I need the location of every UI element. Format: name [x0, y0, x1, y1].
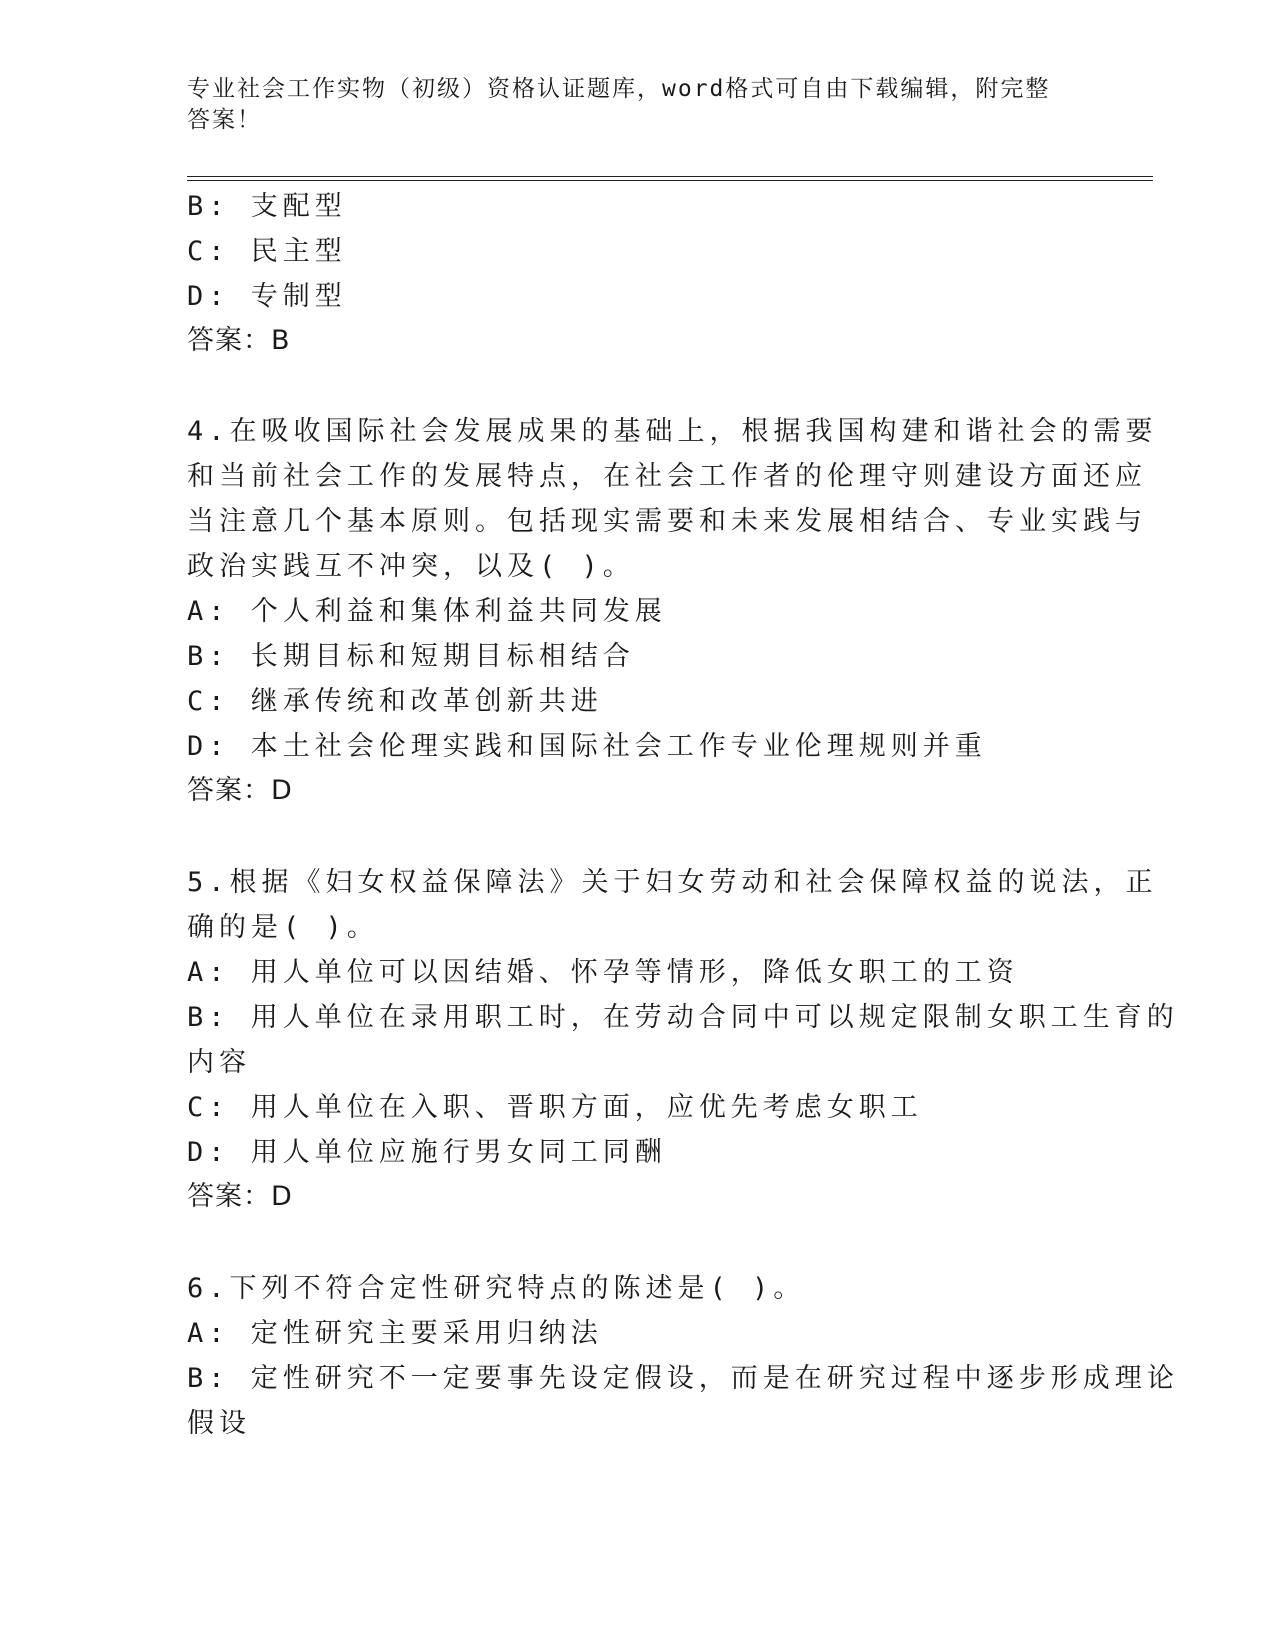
option-line: C: 民主型: [187, 236, 347, 267]
option-line: D: 专制型: [187, 281, 347, 312]
option-line: A: 用人单位可以因结婚、怀孕等情形，降低女职工的工资: [187, 957, 1019, 988]
option-line: C: 用人单位在入职、晋职方面，应优先考虑女职工: [187, 1092, 923, 1123]
answer-line: 答案：B: [187, 325, 291, 356]
question-line: 4.在吸收国际社会发展成果的基础上，根据我国构建和谐社会的需要: [187, 416, 1158, 447]
question-line: 当注意几个基本原则。包括现实需要和未来发展相结合、专业实践与: [187, 506, 1147, 537]
question-line: 确的是( )。: [187, 912, 379, 943]
question-line: 6.下列不符合定性研究特点的陈述是( )。: [187, 1273, 806, 1304]
option-line: A: 个人利益和集体利益共同发展: [187, 596, 667, 627]
option-line: 假设: [187, 1408, 251, 1439]
question-line: 和当前社会工作的发展特点，在社会工作者的伦理守则建设方面还应: [187, 461, 1147, 492]
question-line: 5.根据《妇女权益保障法》关于妇女劳动和社会保障权益的说法，正: [187, 867, 1158, 898]
option-line: B: 长期目标和短期目标相结合: [187, 641, 635, 672]
answer-line: 答案：D: [187, 775, 293, 806]
question-line: 政治实践互不冲突，以及( )。: [187, 551, 635, 582]
header-rule-bottom: [187, 180, 1153, 181]
header-rule-top: [187, 176, 1153, 177]
option-line: D: 用人单位应施行男女同工同酬: [187, 1137, 667, 1168]
option-line: C: 继承传统和改革创新共进: [187, 686, 603, 717]
option-line: D: 本土社会伦理实践和国际社会工作专业伦理规则并重: [187, 731, 987, 762]
option-line: B: 用人单位在录用职工时，在劳动合同中可以规定限制女职工生育的: [187, 1002, 1179, 1033]
option-line: B: 支配型: [187, 191, 347, 222]
option-line: B: 定性研究不一定要事先设定假设，而是在研究过程中逐步形成理论: [187, 1363, 1179, 1394]
document-header: 专业社会工作实物（初级）资格认证题库，word格式可自由下载编辑，附完整答案！: [187, 76, 1051, 133]
option-line: 内容: [187, 1047, 251, 1078]
option-line: A: 定性研究主要采用归纳法: [187, 1318, 603, 1349]
answer-line: 答案：D: [187, 1181, 293, 1212]
